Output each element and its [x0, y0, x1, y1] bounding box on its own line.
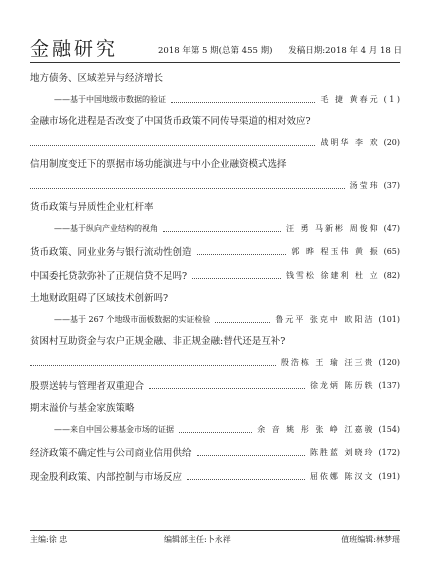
article-authors: 鲁元平 张克中 欧阳洁	[275, 314, 375, 324]
article-title: 经济政策不确定性与公司商业信用供给	[30, 448, 192, 459]
leader-dots	[30, 182, 345, 189]
footer-rule	[30, 530, 400, 531]
article-authors: 战明华 李 欢	[320, 137, 380, 147]
issue-info: 2018 年第 5 期(总第 455 期)	[158, 46, 273, 56]
page-number: (120)	[378, 357, 400, 367]
article-title: 现金股利政策、内部控制与市场反应	[30, 472, 183, 483]
editorial-footer	[30, 534, 400, 546]
article-line	[30, 379, 400, 391]
article-title: 货币政策、同业业务与银行流动性创造	[30, 247, 192, 258]
article-authors: 殷浩栋 王 瑜 汪三贵	[280, 357, 375, 367]
article-byline	[30, 356, 400, 368]
chief-editor: 主编:徐 忠	[30, 535, 68, 544]
leader-dots	[197, 449, 305, 456]
page-number: (172)	[378, 447, 400, 457]
article-line	[30, 269, 400, 281]
page-number: ( 1 )	[383, 94, 400, 104]
page-number: (82)	[383, 270, 400, 280]
publish-date: 发稿日期:2018 年 4 月 18 日	[288, 46, 402, 56]
leader-dots	[163, 225, 281, 232]
article-title: 货币政策与异质性企业杠杆率	[30, 202, 154, 213]
leader-dots	[149, 382, 305, 389]
article-authors: 毛 捷 黄春元	[320, 94, 380, 104]
article-title: 期末溢价与基金家族策略	[30, 403, 135, 414]
article-line	[30, 470, 400, 482]
article-line	[30, 446, 400, 458]
leader-dots	[30, 139, 315, 146]
article-authors: 屈依娜 陈汉文	[309, 471, 375, 481]
article-authors: 汪 勇 马新彬 周俊仰	[285, 223, 380, 233]
duty-editor: 值班编辑:林梦瑶	[341, 535, 400, 544]
leader-dots	[215, 316, 270, 323]
article-subtitle: ——基于 267 个地级市面板数据的实证检验	[54, 314, 211, 324]
article-byline	[30, 423, 400, 435]
page-number: (47)	[383, 223, 400, 233]
journal-header	[30, 38, 402, 60]
article-subtitle: ——基于纵向产业结构的视角	[54, 223, 158, 233]
journal-title: 金融研究	[30, 38, 119, 60]
article-title: 土地财政阻碍了区域技术创新吗?	[30, 293, 169, 304]
article-byline	[30, 313, 400, 325]
article-title: 贫困村互助资金与农户正规金融、非正规金融:替代还是互补?	[30, 336, 286, 347]
leader-dots	[30, 359, 276, 366]
page-number: (20)	[383, 137, 400, 147]
header-rule	[30, 62, 400, 63]
office-director: 编辑部主任:卜永祥	[164, 535, 231, 544]
page-number: (154)	[378, 424, 400, 434]
article-title: 股票送转与管理者双重迎合	[30, 381, 145, 392]
page-number: (101)	[378, 314, 400, 324]
page-number: (37)	[383, 180, 400, 190]
article-authors: 汤莹玮	[349, 180, 380, 190]
leader-dots	[179, 426, 252, 433]
leader-dots	[197, 248, 287, 255]
article-title: 地方债务、区域差异与经济增长	[30, 73, 164, 84]
article-title: 中国委托贷款弥补了正规信贷不足吗?	[30, 271, 188, 282]
article-authors: 钱雪松 徐建利 杜 立	[285, 270, 380, 280]
article-authors: 徐龙炳 陈历轶	[309, 380, 375, 390]
page-number: (137)	[378, 380, 400, 390]
article-subtitle: ——来自中国公募基金市场的证据	[54, 424, 174, 434]
article-authors: 余 音 姚 彤 张 峥 江嘉骏	[257, 424, 375, 434]
article-authors: 陈胜蓝 刘晓玲	[309, 447, 375, 457]
article-byline	[30, 136, 400, 148]
article-authors: 郭 晔 程玉伟 黄 振	[291, 246, 380, 256]
article-title: 金融市场化进程是否改变了中国货币政策不同传导渠道的相对效应?	[30, 116, 311, 127]
article-byline	[30, 222, 400, 234]
article-byline	[30, 179, 400, 191]
page-number: (65)	[383, 246, 400, 256]
leader-dots	[171, 96, 315, 103]
page-number: (191)	[378, 471, 400, 481]
leader-dots	[192, 272, 281, 279]
leader-dots	[187, 473, 305, 480]
article-line	[30, 245, 400, 257]
article-byline	[30, 93, 400, 105]
article-title: 信用制度变迁下的票据市场功能演进与中小企业融资模式选择	[30, 159, 287, 170]
article-subtitle: ——基于中国地级市数据的验证	[54, 94, 166, 104]
